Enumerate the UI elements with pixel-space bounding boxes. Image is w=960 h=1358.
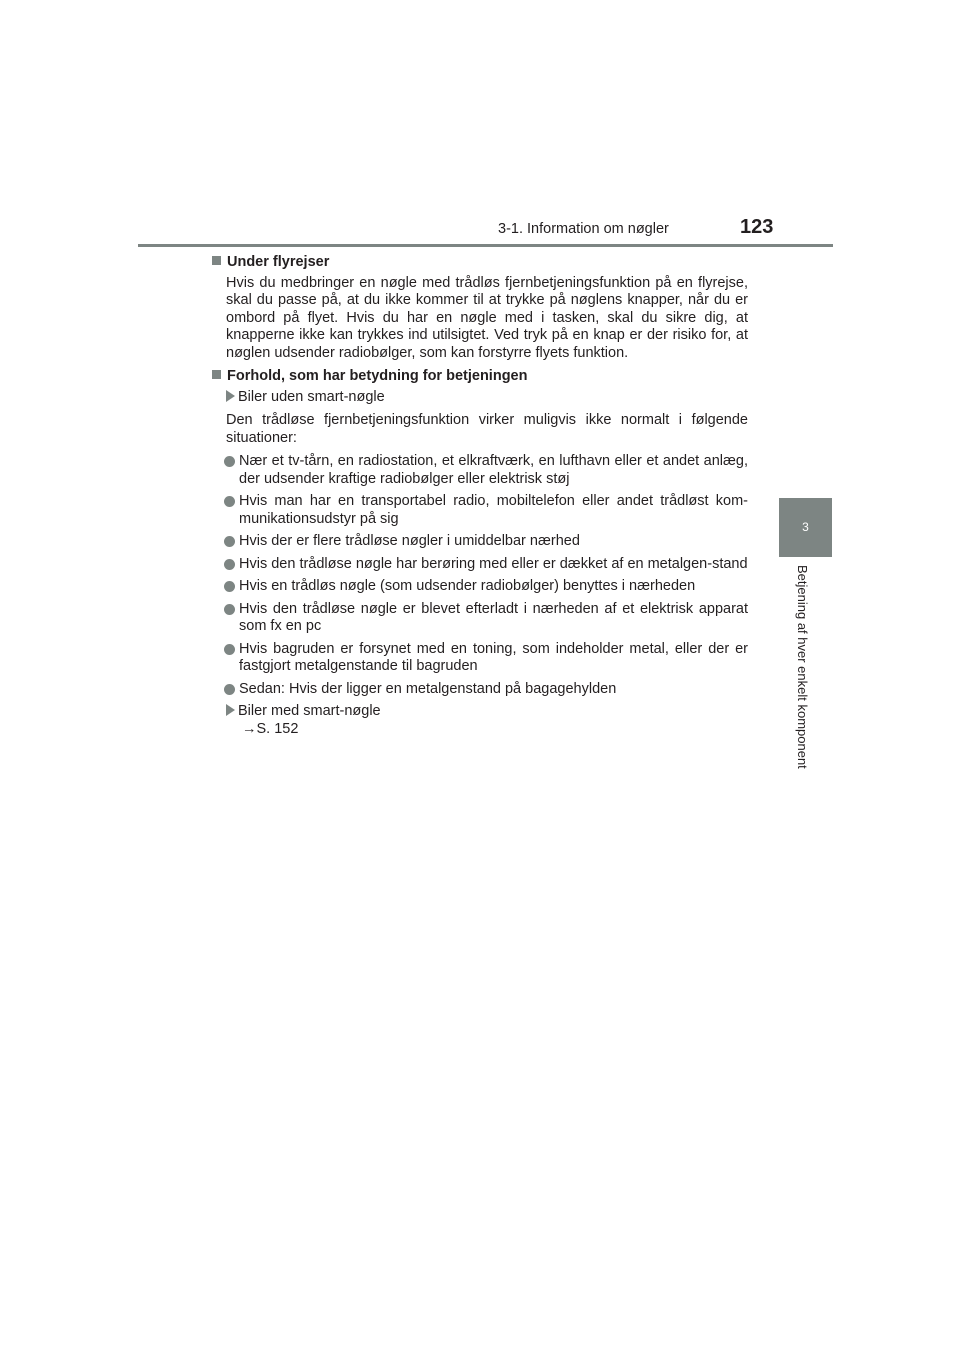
circle-bullet-icon [224, 644, 235, 655]
list-item-text: Hvis man har en transportabel radio, mobiltelefon eller andet trådløst kom-munikationsudstyr på sig [239, 493, 748, 527]
triangle-arrow-icon [226, 704, 235, 716]
chapter-title: Betjening af hver enkelt komponent [795, 565, 810, 769]
circle-bullet-icon [224, 456, 235, 467]
list-item-text: Hvis bagruden er forsynet med en toning, som indeholder metal, eller der er fastgjort metalgenstande til bagruden [239, 640, 748, 674]
triangle-arrow-icon [226, 390, 235, 402]
section-heading-flights [210, 254, 748, 272]
list-item [224, 641, 748, 676]
subheading-without-smart-key [226, 389, 748, 407]
list-item [224, 556, 748, 574]
chapter-tab [779, 498, 832, 557]
heading-text: Under flyrejser [227, 254, 330, 270]
square-bullet-icon [212, 256, 221, 265]
circle-bullet-icon [224, 604, 235, 615]
intro-paragraph: Den trådløse fjernbetjeningsfunktion virker muligvis ikke normalt i følgende situationer: [226, 412, 748, 446]
circle-bullet-icon [224, 496, 235, 507]
list-item-text: Hvis en trådløs nøgle (som udsender radiobølger) benyttes i nærheden [239, 578, 696, 594]
list-item-text: Hvis den trådløse nøgle er blevet efterladt i nærheden af et elektrisk apparat som fx en pc [239, 600, 748, 634]
page-content [210, 254, 748, 738]
paragraph-flights: Hvis du medbringer en nøgle med trådløs fjernbetjeningsfunktion på en flyrejse, skal du passe på, at du ikke kommer til at trykke på nøglens knapper, når du er ombord på flyet. Hvis du har en nøgle med i tasken, skal du sikre dig, at knapperne ikke kan trykkes ind utilsigtet. Ved tryk på en knap er der risiko for, at nøglen udsender radiobølger, som kan forstyrre flyets funktion. [226, 274, 748, 361]
heading-text: Forhold, som har betydning for betjeningen [227, 368, 528, 384]
conditions-list [224, 453, 748, 698]
list-item [224, 493, 748, 528]
list-item-text: Hvis der er flere trådløse nøgler i umiddelbar nærhed [239, 533, 580, 549]
subheading-with-smart-key [226, 703, 748, 721]
section-heading-conditions [210, 368, 748, 386]
subheading-text: Biler med smart-nøgle [238, 703, 381, 719]
page-number: 123 [740, 216, 774, 238]
list-item-text: Nær et tv-tårn, en radiostation, et elkraftværk, en lufthavn eller et andet anlæg, der udsender kraftige radiobølger eller elektrisk støj [239, 453, 748, 487]
chapter-number: 3 [802, 520, 809, 534]
header-divider [138, 244, 833, 247]
list-item [224, 578, 748, 596]
list-item [224, 453, 748, 488]
circle-bullet-icon [224, 536, 235, 547]
list-item [224, 681, 748, 699]
list-item-text: Hvis den trådløse nøgle har berøring med eller er dækket af en metalgen-stand [239, 555, 748, 572]
list-item [224, 533, 748, 551]
circle-bullet-icon [224, 581, 235, 592]
list-item-text: Sedan: Hvis der ligger en metalgenstand på bagagehylden [239, 680, 617, 697]
page-reference-link[interactable]: →S. 152 [242, 720, 299, 737]
subheading-text: Biler uden smart-nøgle [238, 388, 385, 405]
list-item [224, 601, 748, 636]
section-title: 3-1. Information om nøgler [498, 221, 669, 237]
circle-bullet-icon [224, 684, 235, 695]
square-bullet-icon [212, 370, 221, 379]
circle-bullet-icon [224, 559, 235, 570]
